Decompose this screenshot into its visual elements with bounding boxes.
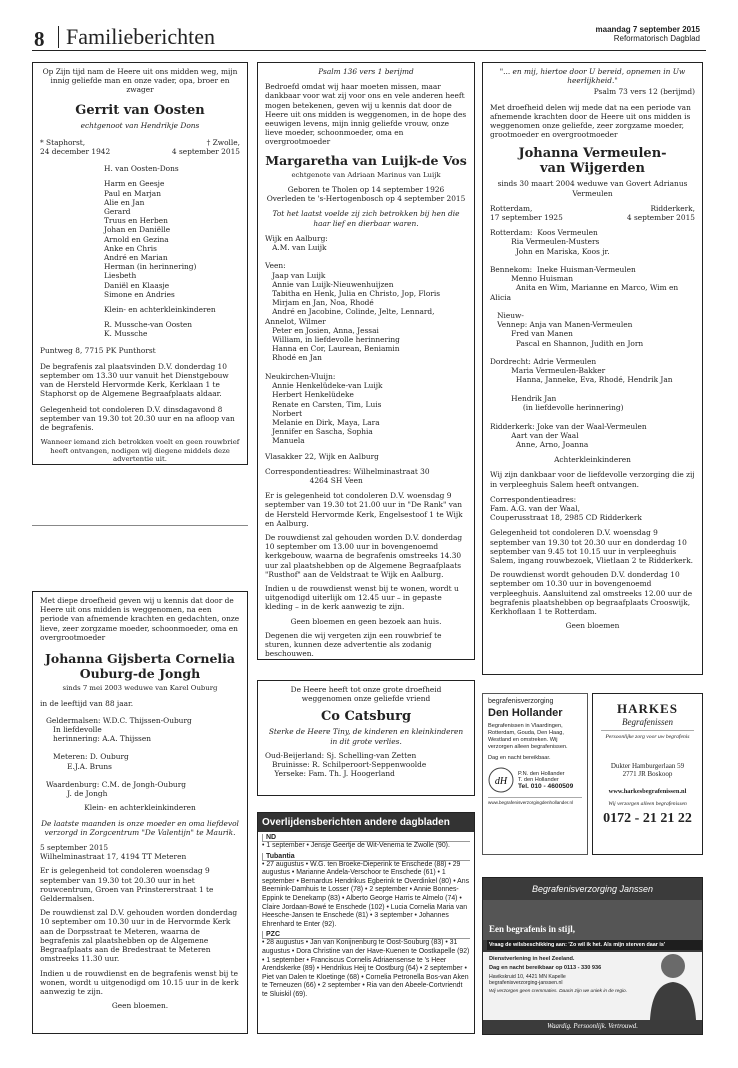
condolence-info: Gelegenheid tot condoleren D.V. dinsdagavond 8 september van 19.30 tot 20.30 uur en na afloop van de begrafenis.: [40, 404, 235, 433]
section-title: Familieberichten: [58, 26, 215, 48]
ad-address: Havikskruid 10, 4421 MN Kapelle begrafenisverzorging-janssen.nl: [489, 974, 566, 986]
notice-closing: Geen bloemen: [565, 621, 620, 631]
ad-footer: Waardig. Persoonlijk. Vertrouwd.: [547, 1023, 638, 1030]
notice-ouburg-de-jongh: [32, 591, 248, 1034]
funeral-info: De begrafenis zal plaatsvinden D.V. donderdag 10 september om 13.30 uur vanuit het Dienstgebouw van de Hersteld Hervormde Kerk, Kerklaan 1 te Staphorst op de Algemene Begraafplaats aldaar.: [40, 361, 229, 399]
attendance-info: Indien u de rouwdienst en de begrafenis wenst bij te wonen, wordt u uitgenodigd om 10.15 uur in de kerk aanwezig te zijn.: [40, 968, 239, 996]
ad-company-name: Begrafenisverzorging Janssen: [531, 884, 654, 894]
notice-footnote: Wanneer iemand zich betrokken voelt en geen rouwbrief heeft ontvangen, nodigen wij diegene middels deze advertentie uit.: [40, 438, 240, 464]
notice-closing: Geen bloemen.: [111, 1001, 169, 1011]
care-quote: De laatste maanden is onze moeder en oma liefdevol verzorgd in Zorgcentrum "De Valentijn" te Maurik.: [41, 818, 239, 837]
notice-van-luijk-de-vos: [257, 62, 475, 660]
ad-phone: Dag en nacht bereikbaar op 0113 - 330 936: [489, 965, 602, 971]
family-member: Klein- en achterkleinkinderen: [104, 305, 216, 315]
notice-co-catsburg: [257, 680, 475, 796]
family-member: R. Mussche-van Oosten: [104, 320, 193, 330]
ad-company-name: Den Hollander: [488, 707, 563, 719]
notice-footnote: Degenen die wij vergeten zijn een rouwbrief te sturen, kunnen deze advertentie als zodanig beschouwen.: [265, 630, 442, 659]
portrait-icon: [648, 948, 698, 1020]
notice-intro: Met diepe droefheid geven wij u kennis dat door de Heere uit ons midden is weggenomen, na een periode van afnemende krachten en gedachten, onze lieve, zeer zorgzame moeder, schoonmoeder, oma en overgrootmoeder: [40, 596, 240, 642]
age-line: in de leeftijd van 88 jaar.: [40, 699, 134, 709]
funeral-info: De rouwdienst zal gehouden worden D.V. donderdag 10 september om 13.00 uur in bovengenoemd kerkgebouw, waarna de begrafenis omstreeks 14.30 uur zal plaatshebben op de Algemene Begraafplaats "Rusthof" aan de Veldstraat te Wijk en Aalburg.: [265, 532, 463, 579]
family-member: Simone en Andries: [104, 289, 175, 299]
page-number: 8: [34, 27, 45, 51]
ad-den-hollander: [482, 693, 588, 855]
svg-text:dH: dH: [494, 776, 508, 787]
masthead-date: [596, 25, 701, 43]
ad-address: Dukter Hamburgerlaan 59 2771 JR Boskoop: [610, 762, 685, 778]
family-member: Liesbeth: [104, 271, 137, 281]
deceased-name: Co Catsburg: [320, 709, 412, 725]
deceased-name: Gerrit van Oosten: [75, 102, 205, 118]
ad-contact-row: [488, 767, 582, 793]
notice-intro: Op Zijn tijd nam de Heere uit ons midden weg, mijn innig geliefde man en onze vader, opa, broer en zwager: [42, 67, 238, 95]
header-rule: [32, 50, 706, 51]
dates-row: [490, 204, 695, 222]
death-info: Ridderkerk, 4 september 2015: [626, 203, 695, 223]
ad-website: www.begrafenisverzorgingdenhollander.nl: [488, 797, 582, 805]
family-member: Anke en Chris: [104, 243, 157, 253]
family-member: K. Mussche: [104, 329, 148, 339]
thanks-note: Wij zijn dankbaar voor de liefdevolle verzorging die zij in verpleeghuis Salem heeft ontvangen.: [490, 470, 695, 489]
region-groups: [258, 834, 474, 1000]
ad-details: [483, 952, 703, 1020]
ad-note: Wij verzorgen alleen begrafenissen: [608, 801, 687, 807]
family-list: [40, 164, 240, 338]
family-list: Geldermalsen: W.D.C. Thijssen-Ouburg In liefdevolle herinnering: A.A. Thijssen Meteren: D. Ouburg E.J.A. Bruns Waardenburg: C.M. de Jongh-Ouburg J. de Jongh: [46, 715, 192, 799]
psalm-line: Psalm 73 vers 12 (berijmd): [593, 87, 695, 97]
ad-contact-names: P.N. den Hollander T. den Hollander: [518, 770, 565, 783]
birth-info: Rotterdam, 17 september 1925: [490, 203, 563, 223]
family-member: Johan en Daniëlle: [104, 225, 171, 235]
region-label: PZC: [262, 931, 470, 939]
widow-line: sinds 30 maart 2004 weduwe van Govert Adrianus Vermeulen: [497, 179, 688, 198]
funeral-info: De rouwdienst wordt gehouden D.V. donderdag 10 september om 10.30 uur in bovengenoemd verpleeghuis. Aansluitend zal omstreeks 12.00 uur de begrafenis plaatshebben op begraafplaats Crooswijk, Kerkhoflaan 1 te Rotterdam.: [490, 570, 693, 616]
widow-line: sinds 7 mei 2003 weduwe van Karel Ouburg: [62, 684, 218, 693]
flowers-note: Geen bloemen en geen bezoek aan huis.: [290, 616, 442, 626]
family-member: Gerard: [104, 207, 131, 217]
ad-phone: 0172 - 21 21 22: [603, 811, 692, 826]
family-member: H. van Oosten-Dons: [104, 164, 179, 174]
family-member: Arnold en Gezina: [104, 234, 169, 244]
ad-website: www.harkesbegrafenissen.nl: [608, 788, 687, 795]
column-divider: [32, 525, 248, 526]
funeral-info: De rouwdienst zal D.V. gehouden worden donderdag 10 september om 10.30 uur in de Hervormde Kerk aan de Dorpsstraat te Meteren, waarna de begrafenis zal plaatshebben op de Algemene Begraafplaats aan de Bredestraat te Meteren omstreeks 11.30 uur.: [40, 908, 238, 964]
region-entries: • 1 september • Jensje Geertje de Wit-Venema te Zwolle (90).: [262, 842, 450, 849]
ad-question: Vraag de wilsbeschikking aan: 'Zo wil ik het. Als mijn sterven daar is': [487, 940, 703, 950]
deceased-name: Johanna Vermeulen-van Wijgerden: [518, 146, 667, 177]
correspondence-address: Correspondentieadres: Fam. A.G. van der Waal, Couperusstraat 18, 2985 CD Ridderkerk: [490, 494, 642, 523]
ad-tagline: begrafenisverzorging: [488, 698, 554, 705]
list-title: Overlijdensberichten andere dagbladen: [258, 813, 474, 832]
region-label: ND: [262, 834, 470, 842]
region-label: Tubantia: [262, 853, 470, 861]
notice-quote: Sterke de Heere Tiny, de kinderen en kleinkinderen in dit grote verlies.: [268, 727, 464, 746]
birth-info: * Staphorst, 24 december 1942: [40, 137, 111, 157]
family-member: Herman (in herinnering): [104, 262, 197, 272]
condolence-info: Er is gelegenheid tot condoleren D.V. woensdag 9 september van 19.30 tot 21.00 uur in "De Rank" van de Hersteld Hervormde Kerk, Engelsestoof 1 te Wijk en Aalburg.: [265, 491, 463, 528]
dates-row: [40, 138, 240, 156]
family-list: Wijk en Aalburg: A.M. van Luijk Veen: Jaap van Luijk Annie van Luijk-Nieuwenhuijzen Tabitha en Henk, Julia en Christo, Jop, Floris Mirjam en Jan, Noa, Rhodé André en Jacobine, Colinde, Jelte, Lennard, Annelot, Wilmer Peter en Josien, Anna, Jessai William, in liefdevolle herinnering Hanna en Cor, Laurean, Beniamin Rhodé en Jan Neukirchen-Vluijn: Annie Henkelüdeke-van Luijk Herbert Henkelüdeke Renate en Carsten, Tim, Luis Norbert Melanie en Dirk, Maya, Lara Jennifer en Sascha, Sophia Manuela: [265, 233, 441, 446]
ad-company-sub: Begrafenissen: [622, 717, 673, 727]
region-entries: • 28 augustus • Jan van Konijnenburg te Oost-Souburg (83) • 31 augustus • Dora Christine van der Have-Kuenen te Oostkapelle (92) • 1 september • Franciscus Cornelis Adriaensense te 's Heer Arendskerke (89) • Hendrikus Heij te Oostburg (64) • 2 september • Piet van Dalen te Kloetinge (68) • Cornelia Petronella Bos-van Aken te Terneuzen (66) • 2 september • Ria van den Abeele-Cortvriendt te Sluiskil (69).: [262, 939, 470, 998]
ad-note: Wij verzorgen geen cremmaties. Daarin zijn we uniek in de regio.: [489, 989, 628, 994]
attendance-info: Indien u de rouwdienst wenst bij te wonen, wordt u uitgenodigd uiterlijk om 12.45 uur – in gepaste kleding – in de kerk aanwezig te zijn.: [265, 583, 459, 612]
address: Vlasakker 22, Wijk en Aalburg: [265, 451, 379, 461]
ad-tagline: Een begrafenis in stijl,: [489, 924, 576, 934]
deceased-name: Johanna Gijsberta Cornelia Ouburg-de Jongh: [44, 651, 236, 682]
ad-harkes: [592, 693, 703, 855]
den-hollander-logo-icon: [488, 767, 514, 793]
ad-phone: Tel. 010 - 4600509: [518, 782, 574, 790]
notice-intro: Met droefheid delen wij mede dat na een periode van afnemende krachten door de Heere uit ons midden is weggenomen onze geliefde, zeer zorgzame moeder, grootmoeder en overgrootmoeder: [490, 102, 691, 140]
correspondence-address: Correspondentieadres: Wilhelminastraat 30 4264 SH Veen: [265, 466, 430, 485]
address: 5 september 2015 Wilhelminastraat 17, 4194 TT Meteren: [40, 843, 187, 862]
notice-van-oosten: [32, 62, 248, 465]
notice-quote: Tot het laatst voelde zij zich betrokken bij hen die haar lief en dierbaar waren.: [272, 209, 460, 228]
family-list: Rotterdam: Koos Vermeulen Ria Vermeulen-Musters John en Mariska, Koos jr. Bennekom: Ineke Huisman-Vermeulen Menno Huisman Anita en Wim, Marianne en Marco, Wim en Alicia Nieuw- Vennep: Anja van Manen-Vermeulen Fred van Manen Pascal en Shannon, Judith en Jorn Dordrecht: Adrie Vermeulen Maria Vermeulen-Bakker Hanna, Janneke, Eva, Rhodé, Hendrik Jan Hendrik Jan (in liefdevolle herinnering) Ridderkerk: Joke van der Waal-Vermeulen Aart van der Waal Anne, Arno, Joanna: [490, 228, 679, 449]
family-member: Alie en Jan: [104, 197, 145, 207]
other-newspapers-list: [257, 812, 475, 1034]
notice-intro: De Heere heeft tot onze grote droefheid weggenomen onze geliefde vriend: [290, 685, 442, 704]
psalm-line: Psalm 136 vers 1 berijmd: [318, 67, 414, 76]
family-member: Paul en Marjan: [104, 188, 161, 198]
verse-quote: "... en mij, hiertoe door U bereid, opnemen in Uw heerlijkheid.": [499, 67, 686, 86]
spouse-line: echtgenote van Adriaan Marinus van Luijk: [291, 170, 441, 179]
ad-janssen: [482, 877, 703, 1035]
ad-description: Begrafenissen in Vlaardingen, Rotterdam, Gouda, Den Haag, Westland en omstreken. Wij verzorgen alleen begrafenissen.: [488, 723, 568, 750]
condolence-info: Gelegenheid tot condoleren D.V. woensdag 9 september van 19.30 tot 20.30 uur en donderdag 10 september van 9.45 tot 10.15 uur in verpleeghuis Salem, ingang rouwbezoek, Vlietlaan 2 te Ridderkerk.: [490, 528, 694, 565]
family-member: Harm en Geesje: [104, 179, 165, 189]
grandchildren-line: Klein- en achterkleinkinderen: [84, 803, 196, 813]
ad-service: Dienstverlening in heel Zeeland.: [489, 956, 575, 962]
ad-company-name: HARKES: [617, 701, 678, 716]
address: Puntweg 8, 7715 PK Punthorst: [40, 345, 156, 355]
family-member: Truus en Herben: [104, 216, 168, 226]
family-member: André en Marian: [104, 253, 168, 263]
family-list: Oud-Beijerland: Sj. Schelling-van Zetten Bruinisse: R. Schilperoort-Seppenwoolde Yerseke: Fam. Th. J. Hoogerland: [265, 750, 427, 779]
death-info: † Zwolle, 4 september 2015: [171, 137, 240, 157]
photo-background: [483, 900, 703, 940]
family-member: Daniël en Klaasje: [104, 280, 170, 290]
issue-date: maandag 7 september 2015: [595, 25, 700, 34]
ad-availability: Dag en nacht bereikbaar.: [488, 755, 551, 761]
notice-intro: Bedroefd omdat wij haar moeten missen, maar dankbaar voor wat zij voor ons en vele anderen heeft mogen betekenen, geven wij u kennis dat door de Heere uit ons midden is weggenomen, in de hope des eeuwigen levens, mijn innig geliefde vrouw, onze lieve moeder, schoonmoeder, oma en overgrootmoeder: [265, 82, 467, 147]
deceased-name: Margaretha van Luijk-de Vos: [265, 152, 467, 168]
ad-slogan: Persoonlijke zorg voor uw begrafenis: [605, 734, 690, 740]
life-dates: Geboren te Tholen op 14 september 1926 Overleden te 's-Hertogenbosch op 4 september 2015: [266, 185, 466, 204]
region-entries: • 27 augustus • W.G. ten Broeke-Dieperink te Enschede (88) • 29 augustus • Marianne Andela-Verschoor te Enschede (61) • 1 september • Bernardus Hendrikus Egberink te Overdinkel (80) • Ans Beernink-Damhuis te Losser (78) • 2 september • Annie Bonnes-Eppink te Denekamp (83) • Alberto George Harris te Almelo (74) • Claire Jordaan-Bowé te Enschede (102) • Lucia Cornelia Maria van Heesche-Jansen te Enschede (81) • 3 september • Johannes Ehrenhard te Enter (92).: [262, 860, 470, 928]
notice-vermeulen-van-wijgerden: [482, 62, 703, 675]
paper-name: Reformatorisch Dagblad: [613, 34, 700, 43]
condolence-info: Er is gelegenheid tot condoleren woensdag 9 september van 19.30 tot 20.30 uur in het rouwcentrum, Groen van Prinstererstraat 1 te Geldermalsen.: [40, 866, 214, 904]
spouse-line: echtgenoot van Hendrikje Dons: [80, 120, 200, 130]
great-grandchildren-line: Achterkleinkinderen: [554, 455, 631, 465]
